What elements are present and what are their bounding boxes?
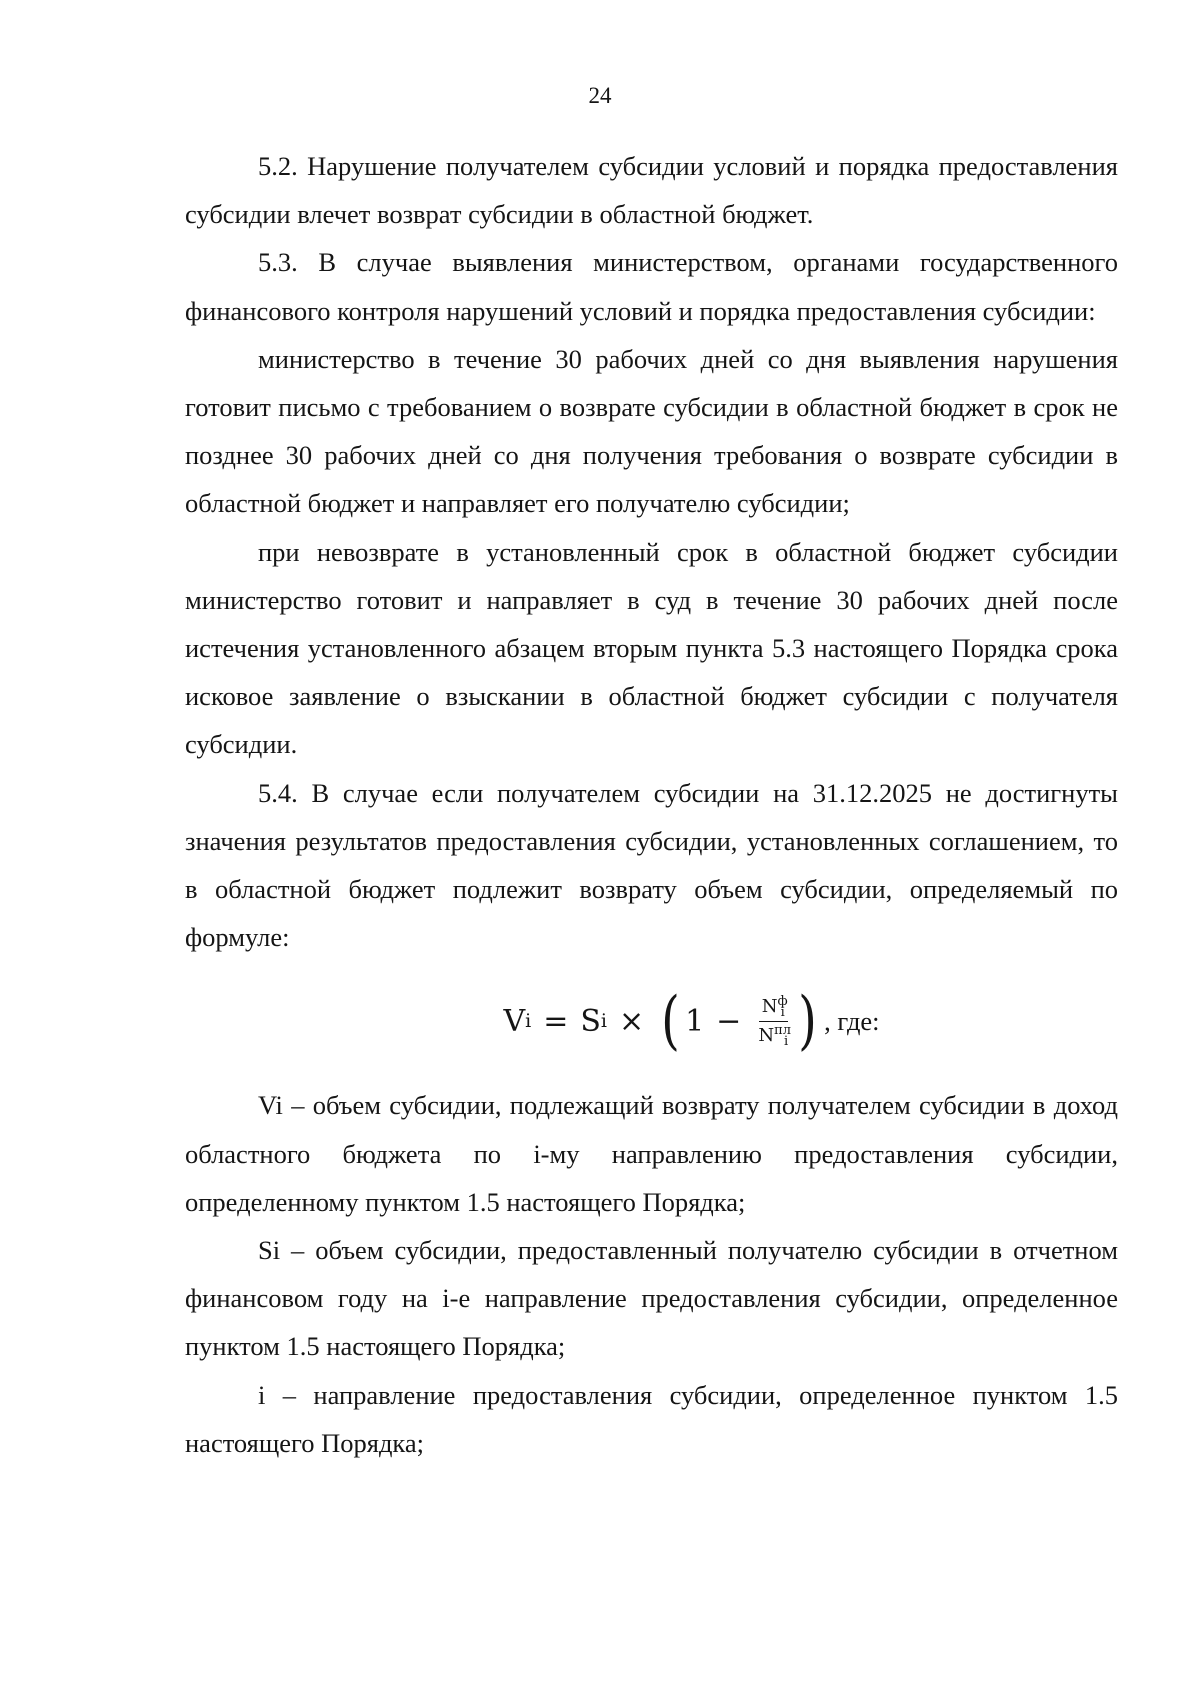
page-number: 24 (588, 83, 612, 108)
paragraph-5-2: 5.2. Нарушение получателем субсидии условий и порядка предоставления субсидии влечет возврат субсидии в областной бюджет. (185, 151, 1118, 230)
refund-formula (185, 961, 1118, 1081)
formula-s-sub: i (600, 1010, 607, 1033)
formula-close-paren: ) (798, 984, 818, 1059)
definition-i: i – направление предоставления субсидии, определенное пунктом 1.5 настоящего Порядка; (185, 1379, 1118, 1458)
formula-lhs-sub: i (525, 1010, 532, 1033)
formula-equals: = (543, 1003, 569, 1039)
formula-lhs: V (503, 1003, 526, 1039)
formula-open-paren: ( (661, 984, 680, 1059)
definition-vi: Vi – объем субсидии, подлежащий возврату получателем субсидии в доход областного бюджета по i-му направлению предоставления субсидии, определенному пунктом 1.5 настоящего Порядка; (185, 1090, 1118, 1217)
formula-tail: , где: (824, 1005, 880, 1036)
formula-denominator: $N^{пл}_i$ (758, 1022, 791, 1049)
formula-s: S (580, 1003, 601, 1039)
formula-minus: − (716, 1003, 742, 1039)
paragraph-5-3: 5.3. В случае выявления министерством, органами государственного финансового контроля нарушений условий и порядка предоставления субсидии: (185, 247, 1118, 326)
document-body (185, 142, 1118, 1467)
formula-numerator: $N^ф_i$ (759, 993, 788, 1022)
paragraph-5-3-letter: министерство в течение 30 рабочих дней со дня выявления нарушения готовит письмо с требованием о возврате субсидии в областной бюджет в срок не позднее 30 рабочих дней со дня получения требования о возврате субсидии в областной бюджет и направляет его получателю субсидии; (185, 343, 1118, 519)
formula-fraction (755, 993, 791, 1050)
formula-times: × (618, 1003, 645, 1039)
paragraph-5-4: 5.4. В случае если получателем субсидии на 31.12.2025 не достигнуты значения результатов предоставления субсидии, установленных соглашением, то в областной бюджет подлежит возврату объем субсидии, определяемый по формуле: (185, 777, 1118, 953)
paragraph-5-3-court: при невозврате в установленный срок в областной бюджет субсидии министерство готовит и направляет в суд в течение 30 рабочих дней после истечения установленного абзацем вторым пункта 5.3 настоящего Порядка срока исковое заявление о взыскании в областной бюджет субсидии с получателя субсидии. (185, 536, 1118, 760)
formula-one: 1 (685, 1003, 705, 1039)
definition-si: Si – объем субсидии, предоставленный получателю субсидии в отчетном финансовом году на i-е направление предоставления субсидии, определенное пунктом 1.5 настоящего Порядка; (185, 1235, 1118, 1362)
